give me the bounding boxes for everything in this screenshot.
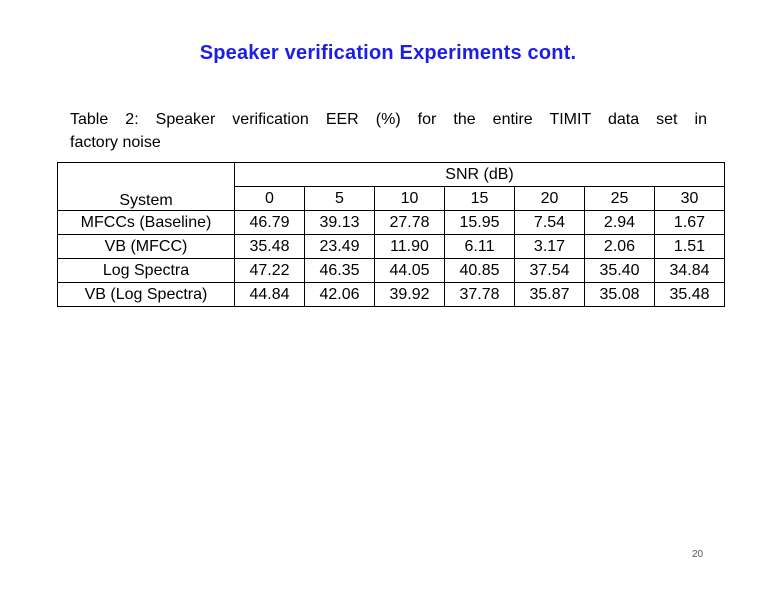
eer-value-cell: 7.54 <box>515 211 585 235</box>
eer-value-cell: 35.48 <box>235 235 305 259</box>
row-label-system: VB (MFCC) <box>58 235 235 259</box>
snr-header-cell: 25 <box>585 187 655 211</box>
table-row <box>58 235 725 259</box>
eer-value-cell: 42.06 <box>305 283 375 307</box>
eer-value-cell: 23.49 <box>305 235 375 259</box>
corner-header-system: System <box>58 163 235 211</box>
snr-header-cell: 15 <box>445 187 515 211</box>
eer-value-cell: 39.13 <box>305 211 375 235</box>
eer-value-cell: 2.94 <box>585 211 655 235</box>
group-header-row <box>58 163 725 187</box>
row-label-system: VB (Log Spectra) <box>58 283 235 307</box>
eer-value-cell: 27.78 <box>375 211 445 235</box>
eer-value-cell: 35.48 <box>655 283 725 307</box>
eer-value-cell: 39.92 <box>375 283 445 307</box>
table-caption <box>70 108 707 154</box>
eer-value-cell: 2.06 <box>585 235 655 259</box>
eer-value-cell: 44.84 <box>235 283 305 307</box>
eer-table <box>57 162 725 307</box>
table-row <box>58 283 725 307</box>
eer-value-cell: 46.35 <box>305 259 375 283</box>
eer-value-cell: 35.87 <box>515 283 585 307</box>
eer-value-cell: 1.51 <box>655 235 725 259</box>
eer-value-cell: 35.08 <box>585 283 655 307</box>
table-row <box>58 211 725 235</box>
eer-value-cell: 44.05 <box>375 259 445 283</box>
eer-value-cell: 37.78 <box>445 283 515 307</box>
row-label-system: MFCCs (Baseline) <box>58 211 235 235</box>
eer-value-cell: 47.22 <box>235 259 305 283</box>
eer-value-cell: 11.90 <box>375 235 445 259</box>
snr-header-cell: 0 <box>235 187 305 211</box>
slide-title: Speaker verification Experiments cont. <box>199 42 577 64</box>
eer-value-cell: 40.85 <box>445 259 515 283</box>
snr-header-cell: 30 <box>655 187 725 211</box>
eer-value-cell: 35.40 <box>585 259 655 283</box>
group-header-snr: SNR (dB) <box>235 163 725 187</box>
snr-header-cell: 5 <box>305 187 375 211</box>
eer-value-cell: 1.67 <box>655 211 725 235</box>
table-row <box>58 259 725 283</box>
caption-line-2: factory noise <box>70 134 161 151</box>
page-number: 20 <box>692 549 704 560</box>
eer-value-cell: 34.84 <box>655 259 725 283</box>
caption-line-1: Table 2: Speaker verification EER (%) for the entire TIMIT data set in <box>70 111 707 128</box>
eer-value-cell: 46.79 <box>235 211 305 235</box>
table-body <box>58 211 725 307</box>
eer-value-cell: 6.11 <box>445 235 515 259</box>
row-label-system: Log Spectra <box>58 259 235 283</box>
eer-value-cell: 37.54 <box>515 259 585 283</box>
eer-value-cell: 3.17 <box>515 235 585 259</box>
snr-header-cell: 20 <box>515 187 585 211</box>
eer-value-cell: 15.95 <box>445 211 515 235</box>
snr-header-cell: 10 <box>375 187 445 211</box>
